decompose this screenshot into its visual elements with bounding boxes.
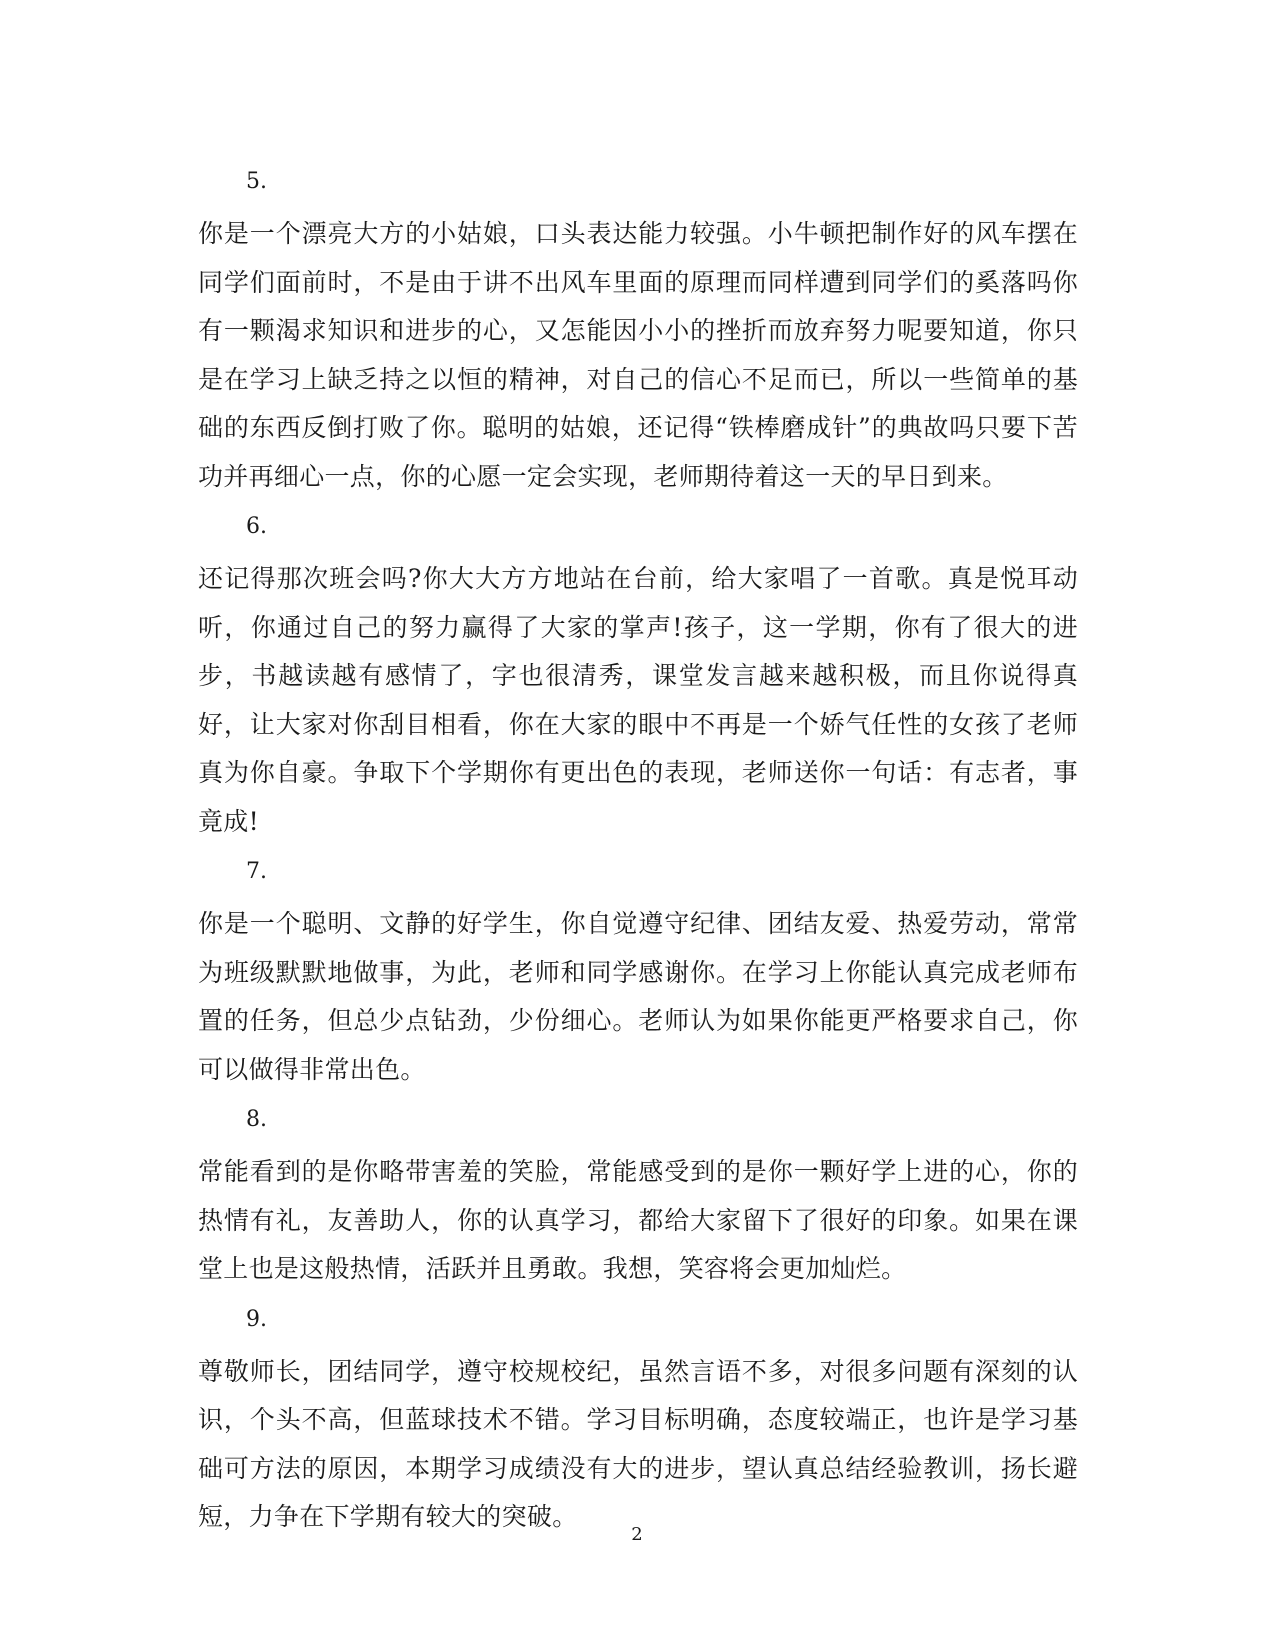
entry-number: 9. (246, 1306, 267, 1332)
entry-text: 还记得那次班会吗?你大大方方地站在台前，给大家唱了一首歌。真是悦耳动听，你通过自己的努力赢得了大家的掌声!孩子，这一学期，你有了很大的进步，书越读越有感情了，字也很清秀，课堂发言越来越积极，而且你说得真好，让大家对你刮目相看，你在大家的眼中不再是一个娇气任性的女孩了老师真为你自豪。争取下个学期你有更出色的表现，老师送你一句话：有志者，事竟成! (198, 564, 1078, 836)
document-body (198, 168, 1078, 1554)
entry-text: 你是一个聪明、文静的好学生，你自觉遵守纪律、团结友爱、热爱劳动，常常为班级默默地做事，为此，老师和同学感谢你。在学习上你能认真完成老师布置的任务，但总少点钻劲，少份细心。老师认为如果你能更严格要求自己，你可以做得非常出色。 (198, 909, 1078, 1084)
entry-number: 8. (246, 1107, 267, 1132)
entry-number: 6. (246, 514, 267, 539)
comment-entry-8 (198, 1106, 1078, 1294)
comment-entry-7 (198, 858, 1078, 1094)
page-number: 2 (631, 1524, 643, 1545)
entry-text: 尊敬师长，团结同学，遵守校规校纪，虽然言语不多，对很多问题有深刻的认识，个头不高，但蓝球技术不错。学习目标明确，态度较端正，也许是学习基础可方法的原因，本期学习成绩没有大的进步，望认真总结经验教训，扬长避短，力争在下学期有较大的突破。 (198, 1356, 1078, 1531)
comment-entry-9 (198, 1306, 1078, 1542)
entry-text: 你是一个漂亮大方的小姑娘，口头表达能力较强。小牛顿把制作好的风车摆在同学们面前时，不是由于讲不出风车里面的原理而同样遭到同学们的奚落吗你有一颗渴求知识和进步的心，又怎能因小小的挫折而放弃努力呢要知道，你只是在学习上缺乏持之以恒的精神，对自己的信心不足而已，所以一些简单的基础的东西反倒打败了你。聪明的姑娘，还记得“铁棒磨成针”的典故吗只要下苦功并再细心一点，你的心愿一定会实现，老师期待着这一天的早日到来。 (198, 219, 1078, 491)
entry-number: 7. (246, 859, 267, 884)
comment-entry-6 (198, 513, 1078, 846)
entry-number: 5. (246, 169, 267, 194)
comment-entry-5 (198, 168, 1078, 501)
entry-text: 常能看到的是你略带害羞的笑脸，常能感受到的是你一颗好学上进的心，你的热情有礼，友善助人，你的认真学习，都给大家留下了很好的印象。如果在课堂上也是这般热情，活跃并且勇敢。我想，笑容将会更加灿烂。 (198, 1157, 1078, 1283)
